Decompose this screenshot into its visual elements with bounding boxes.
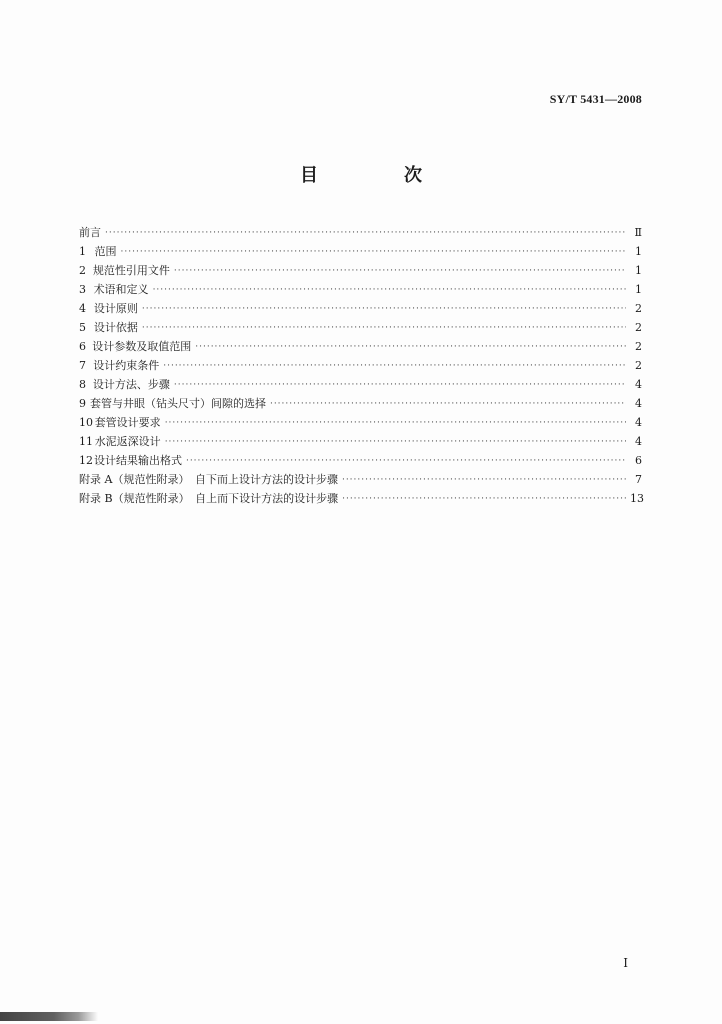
toc-entry-page: 1 — [635, 264, 642, 277]
toc-entry-label: 术语和定义 — [93, 283, 149, 296]
toc-entry[interactable] — [79, 489, 642, 508]
toc-entry-page: 4 — [635, 416, 642, 429]
toc-entry-number: 9 — [79, 397, 86, 410]
toc-leader-dots — [153, 281, 626, 300]
toc-leader-dots — [342, 490, 626, 509]
toc-entry-label: 规范性引用文件 — [92, 264, 170, 277]
toc-entry-number: 5 — [79, 321, 86, 334]
toc-entry-page: 2 — [635, 340, 642, 353]
toc-entry-label: 范围 — [94, 245, 117, 258]
toc-entry-number: 12 — [79, 454, 93, 467]
toc-title: 目 次 — [300, 165, 456, 186]
toc-entry-number: 1 — [79, 245, 86, 258]
toc-leader-dots — [174, 376, 626, 395]
toc-entry-page: 6 — [635, 454, 642, 467]
toc-leader-dots — [105, 224, 626, 243]
toc-entry[interactable] — [79, 451, 642, 470]
toc-entry-number: 7 — [79, 359, 86, 372]
toc-entry[interactable] — [79, 242, 642, 261]
toc-entry-page: 7 — [635, 473, 642, 486]
toc-entry-page: Ⅱ — [634, 226, 642, 239]
toc-entry[interactable] — [79, 375, 642, 394]
toc-entry-number: 2 — [79, 264, 86, 277]
toc-entry[interactable] — [79, 223, 642, 242]
toc-entry[interactable] — [79, 318, 642, 337]
toc-entry-number: 11 — [79, 435, 93, 448]
toc-entry-page: 2 — [635, 302, 642, 315]
page-number: Ⅰ — [623, 956, 628, 970]
toc-leader-dots — [270, 395, 626, 414]
toc-entry-page: 4 — [635, 378, 642, 391]
toc-entry[interactable] — [79, 432, 642, 451]
toc-entry-label: 设计依据 — [93, 321, 138, 334]
toc-leader-dots — [174, 262, 626, 281]
toc-entry-label: 套管与井眼（钻头尺寸）间隙的选择 — [89, 397, 266, 410]
toc-entry-label: 前言 — [79, 226, 101, 239]
toc-leader-dots — [165, 414, 626, 433]
toc-entry-label: 设计参数及取值范围 — [92, 340, 192, 353]
toc-entry-page: 4 — [635, 397, 642, 410]
toc-entry-page: 13 — [630, 492, 644, 505]
table-of-contents — [79, 223, 642, 508]
toc-entry-page: 4 — [635, 435, 642, 448]
toc-entry-number: 10 — [79, 416, 93, 429]
toc-entry[interactable] — [79, 261, 642, 280]
toc-entry-page: 1 — [635, 283, 642, 296]
toc-entry-page: 1 — [635, 245, 642, 258]
toc-leader-dots — [121, 243, 626, 262]
toc-leader-dots — [186, 452, 626, 471]
toc-entry-number: 6 — [79, 340, 86, 353]
document-code: SY/T 5431—2008 — [549, 92, 642, 106]
toc-entry-label: 设计方法、步骤 — [92, 378, 170, 391]
toc-leader-dots — [195, 338, 626, 357]
toc-entry-number: 3 — [79, 283, 86, 296]
toc-entry-label: 附录 A（规范性附录） 自下而上设计方法的设计步骤 — [79, 473, 338, 486]
toc-entry[interactable] — [79, 299, 642, 318]
toc-entry-label: 设计结果输出格式 — [93, 454, 182, 467]
toc-entry-label: 设计原则 — [93, 302, 138, 315]
toc-entry-label: 套管设计要求 — [94, 416, 161, 429]
toc-entry[interactable] — [79, 337, 642, 356]
toc-entry[interactable] — [79, 470, 642, 489]
toc-entry-label: 水泥返深设计 — [94, 435, 161, 448]
toc-leader-dots — [142, 319, 626, 338]
toc-entry[interactable] — [79, 394, 642, 413]
toc-leader-dots — [163, 357, 626, 376]
toc-entry-page: 2 — [635, 359, 642, 372]
toc-entry-number: 8 — [79, 378, 86, 391]
toc-leader-dots — [342, 471, 626, 490]
toc-entry-number: 4 — [79, 302, 86, 315]
toc-entry-label: 设计约束条件 — [93, 359, 160, 372]
scan-artifact — [0, 1012, 98, 1021]
toc-entry[interactable] — [79, 280, 642, 299]
toc-leader-dots — [165, 433, 626, 452]
toc-entry[interactable] — [79, 413, 642, 432]
toc-entry[interactable] — [79, 356, 642, 375]
toc-leader-dots — [142, 300, 626, 319]
toc-entry-label: 附录 B（规范性附录） 自上而下设计方法的设计步骤 — [79, 492, 339, 505]
toc-entry-page: 2 — [635, 321, 642, 334]
